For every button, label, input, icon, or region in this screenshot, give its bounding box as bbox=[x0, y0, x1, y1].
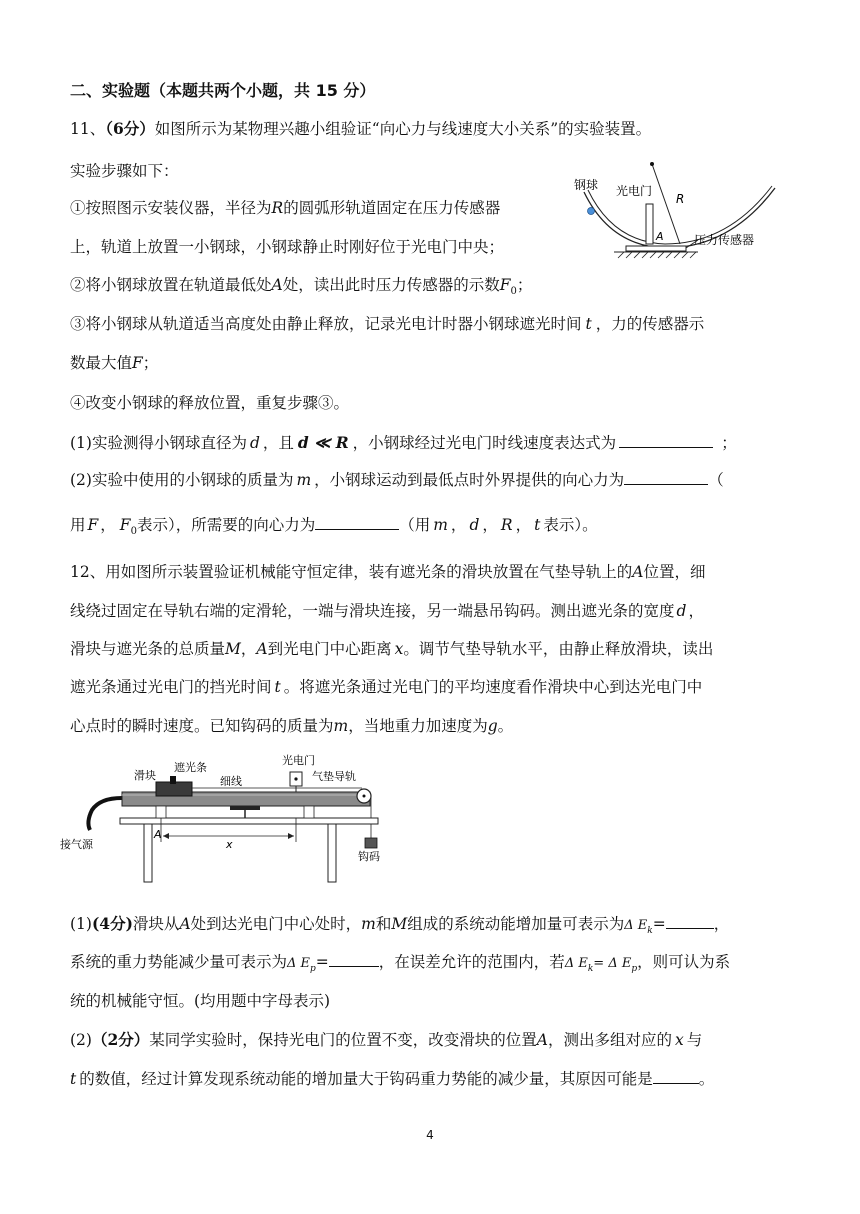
q12-part2-line1 bbox=[70, 1030, 702, 1050]
q12-a2h: = Δ E bbox=[593, 956, 632, 971]
s1a: ①按照图示安装仪器，半径为 bbox=[70, 199, 272, 217]
q11-part2-line2 bbox=[70, 515, 598, 542]
q12-line4 bbox=[70, 677, 702, 697]
q12-l5d: g bbox=[487, 717, 498, 735]
q12-line5 bbox=[70, 716, 513, 736]
q12-l4b: t bbox=[274, 678, 281, 696]
p2j: 表示），所需要的向心力为 bbox=[136, 516, 316, 534]
q11-score: （6分） bbox=[105, 119, 155, 138]
q12-b2b: 的数值，经过计算发现系统动能的增加量大于钩码重力势能的减少量，其原因可能是 bbox=[79, 1070, 653, 1088]
q11-track-figure bbox=[570, 160, 810, 270]
table-top bbox=[120, 818, 378, 824]
fig12-dist-label: x bbox=[226, 838, 233, 851]
q12-l3a: 滑块与遮光条的总质量 bbox=[70, 640, 226, 658]
q12-a1m: ， bbox=[713, 915, 730, 933]
p2s: 表示）。 bbox=[543, 516, 598, 534]
s3c: ，力的传感器示 bbox=[595, 315, 705, 333]
photo-gate bbox=[646, 204, 653, 244]
s1b: R bbox=[271, 199, 284, 217]
fig11-point-label: A bbox=[656, 230, 664, 243]
p1e: ，小钢球经过光电门时线速度表达式为 bbox=[352, 434, 617, 452]
q12-a1e: 处到达光电门中心处时， bbox=[190, 915, 362, 933]
p2i: 0 bbox=[130, 526, 137, 538]
q12-part1-line1 bbox=[70, 914, 729, 941]
q11-steps-label: 实验步骤如下： bbox=[70, 162, 179, 180]
steel-ball bbox=[588, 208, 595, 215]
s3a: ③将小钢球从轨道适当高度处由静止释放，记录光电计时器小钢球遮光时间 bbox=[70, 315, 582, 333]
q12-a2g: k bbox=[587, 964, 594, 975]
page-number: 4 bbox=[426, 1128, 434, 1142]
fig12-weight-label: 钩码 bbox=[358, 850, 380, 863]
s2e: 0 bbox=[510, 286, 517, 298]
p2r: t bbox=[534, 516, 541, 534]
q12-l5a: 心点时的瞬时速度。已知钩码的质量为 bbox=[70, 717, 334, 735]
answer-blank-6[interactable] bbox=[653, 1069, 699, 1084]
q12-a1j: Δ E bbox=[624, 918, 648, 933]
q12-l4a: 遮光条通过光电门的挡光时间 bbox=[70, 678, 272, 696]
q12-l1b: A bbox=[632, 563, 644, 581]
track-stand bbox=[230, 806, 260, 810]
q12-l3c: ， bbox=[240, 640, 257, 658]
fig12-string-label: 细线 bbox=[220, 775, 242, 788]
p2f: F bbox=[87, 516, 99, 534]
s3b: t bbox=[585, 315, 592, 333]
answer-blank-2[interactable] bbox=[624, 470, 708, 485]
q12-l2a: 线绕过固定在导轨右端的定滑轮，一端与滑块连接，另一端悬吊钩码。测出遮光条的宽度 bbox=[70, 602, 675, 620]
q12-b1d: A bbox=[536, 1031, 548, 1049]
q12-b2a: t bbox=[70, 1070, 77, 1088]
q12-part1-line3: 统的机械能守恒。(均用题中字母表示) bbox=[70, 992, 331, 1010]
s2f: ； bbox=[516, 276, 533, 294]
q12-b1g: 与 bbox=[686, 1031, 703, 1049]
hook-weight bbox=[365, 838, 377, 848]
q12-a1f: m bbox=[361, 915, 376, 933]
answer-blank-5[interactable] bbox=[329, 952, 379, 967]
p2d: （ bbox=[708, 471, 724, 489]
q12-l1c: 位置，细 bbox=[643, 563, 706, 581]
p2l: m bbox=[433, 516, 448, 534]
q12-l5b: m bbox=[333, 717, 349, 735]
fig12-gate-label: 光电门 bbox=[282, 754, 315, 767]
q12-a2f: Δ E bbox=[564, 956, 588, 971]
shading-strip bbox=[170, 776, 176, 784]
q12-a1h: M bbox=[391, 915, 408, 933]
q12-b1a: (2) bbox=[70, 1031, 92, 1049]
answer-blank-3[interactable] bbox=[315, 515, 399, 530]
q11-step2 bbox=[70, 275, 532, 302]
s2c: 处，读出此时压力传感器的示数 bbox=[282, 276, 500, 294]
table-leg-left bbox=[144, 824, 152, 882]
air-hose bbox=[88, 798, 122, 830]
fig11-ball-label: 钢球 bbox=[574, 178, 599, 192]
answer-blank-4[interactable] bbox=[666, 914, 714, 929]
fig12-air-label: 接气源 bbox=[60, 838, 93, 851]
p1f: ； bbox=[721, 434, 737, 452]
fig12-strip-label: 遮光条 bbox=[174, 761, 207, 774]
q11-step4: ④改变小钢球的释放位置，重复步骤③。 bbox=[70, 394, 350, 412]
p2p: R bbox=[500, 516, 513, 534]
track-support-right bbox=[304, 806, 314, 818]
q12-a1g: 和 bbox=[375, 915, 392, 933]
s2b: A bbox=[271, 276, 283, 294]
s3f: ； bbox=[142, 354, 159, 372]
dist-arrow-head-right bbox=[288, 833, 294, 839]
p1d: d ≪ R bbox=[297, 433, 349, 452]
answer-blank-1[interactable] bbox=[619, 433, 713, 448]
q12-l3e: 到光电门中心距离 bbox=[267, 640, 392, 658]
q11-intro: 如图所示为某物理兴趣小组验证“向心力与线速度大小关系”的实验装置。 bbox=[154, 120, 652, 138]
q12-a2c: p bbox=[310, 964, 316, 975]
q12-b1f: x bbox=[675, 1031, 684, 1049]
q12-l3b: M bbox=[225, 640, 241, 658]
section-title: 二、实验题（本题共两个小题，共 15 分） bbox=[70, 81, 376, 100]
p2q: ， bbox=[515, 516, 532, 534]
fig12-slider-label: 滑块 bbox=[134, 769, 156, 782]
q12-line3 bbox=[70, 639, 713, 659]
q12-a1k: k bbox=[647, 926, 653, 937]
s3d: 数最大值 bbox=[70, 354, 133, 372]
q12-a2a: 系统的重力势能减少量可表示为 bbox=[70, 953, 288, 971]
q12-line2 bbox=[70, 601, 704, 621]
p2k: （用 bbox=[399, 516, 431, 534]
q12-a1a: (1) bbox=[70, 915, 92, 933]
slider-block bbox=[156, 782, 192, 796]
fig11-sensor-label: 压力传感器 bbox=[694, 233, 755, 247]
q12-l5c: ，当地重力加速度为 bbox=[348, 717, 488, 735]
q11-step3-line2 bbox=[70, 353, 158, 373]
p1a: (1)实验测得小钢球直径为 bbox=[70, 434, 247, 452]
fig11-radius-label: R bbox=[676, 192, 685, 206]
q12-l2c: ， bbox=[688, 602, 704, 620]
q12-a1c: 滑块从 bbox=[132, 915, 180, 933]
s2d: F bbox=[499, 276, 511, 294]
fig12-point-label: A bbox=[154, 828, 162, 841]
track-support-left bbox=[156, 806, 166, 818]
q11-part1 bbox=[70, 433, 737, 453]
q12-a1i: 组成的系统动能增加量可表示为 bbox=[407, 915, 625, 933]
fig11-gate-label: 光电门 bbox=[616, 184, 653, 198]
p2b: m bbox=[296, 471, 312, 489]
q12-a1d: A bbox=[179, 915, 191, 933]
dist-arrow-head-left bbox=[163, 833, 169, 839]
q11-step1-line1 bbox=[70, 198, 500, 218]
photo-gate-dot bbox=[294, 777, 297, 780]
p1b: d bbox=[249, 434, 260, 452]
q12-part2-line2 bbox=[70, 1069, 714, 1089]
p2n: d bbox=[469, 516, 480, 534]
q12-line1 bbox=[70, 562, 705, 582]
p2a: (2)实验中使用的小钢球的质量为 bbox=[70, 471, 294, 489]
q12-air-track-figure bbox=[60, 752, 400, 892]
ground-hatch bbox=[618, 252, 696, 258]
radius-center-dot bbox=[650, 162, 654, 166]
q12-a2b: Δ E bbox=[287, 956, 311, 971]
q12-a1b: (4分) bbox=[91, 914, 133, 933]
q12-a1l: = bbox=[652, 915, 666, 933]
p2g: ， bbox=[100, 516, 116, 534]
q11-number: 11、 bbox=[70, 120, 106, 138]
q12-l3d: A bbox=[256, 640, 268, 658]
table-leg-right bbox=[328, 824, 336, 882]
q12-a2j: ，则可认为系 bbox=[637, 953, 731, 971]
s3e: F bbox=[132, 354, 143, 372]
q12-l5e: 。 bbox=[497, 717, 514, 735]
q12-l1a: 12、用如图所示装置验证机械能守恒定律，装有遮光条的滑块放置在气垫导轨上的 bbox=[70, 563, 633, 581]
q11-step1-line2: 上，轨道上放置一小钢球，小钢球静止时刚好位于光电门中央； bbox=[70, 238, 505, 256]
p2e: 用 bbox=[70, 516, 86, 534]
pressure-sensor-block bbox=[626, 246, 686, 251]
q12-a2d: = bbox=[315, 953, 329, 971]
q11-step3-line1 bbox=[70, 314, 704, 334]
p2h: F bbox=[119, 516, 131, 534]
q12-a2i: p bbox=[631, 964, 638, 975]
q12-b1c: 某同学实验时，保持光电门的位置不变，改变滑块的位置 bbox=[149, 1031, 537, 1049]
q12-l3f: x bbox=[394, 640, 404, 658]
fig12-track-label: 气垫导轨 bbox=[312, 770, 356, 783]
p2m: ， bbox=[450, 516, 467, 534]
q12-b1b: （2分） bbox=[91, 1030, 150, 1049]
q11-intro-line bbox=[70, 119, 651, 139]
q11-part2-line1 bbox=[70, 470, 724, 490]
q12-a2e: ，在误差允许的范围内，若 bbox=[378, 953, 565, 971]
q12-l2b: d bbox=[676, 602, 687, 620]
q12-b2c: 。 bbox=[698, 1070, 715, 1088]
q12-part1-line2 bbox=[70, 952, 730, 979]
p2c: ，小钢球运动到最低点时外界提供的向心力为 bbox=[314, 471, 625, 489]
q12-b1e: ，测出多组对应的 bbox=[547, 1031, 672, 1049]
s2a: ②将小钢球放置在轨道最低处 bbox=[70, 276, 272, 294]
p2o: ， bbox=[482, 516, 498, 534]
s1c: 的圆弧形轨道固定在压力传感器 bbox=[283, 199, 501, 217]
q12-l4c: 。将遮光条通过光电门的平均速度看作滑块中心到达光电门中 bbox=[283, 678, 703, 696]
pulley-axle bbox=[363, 795, 366, 798]
p1c: ，且 bbox=[262, 434, 294, 452]
q12-l3g: 。调节气垫导轨水平，由静止释放滑块，读出 bbox=[403, 640, 714, 658]
